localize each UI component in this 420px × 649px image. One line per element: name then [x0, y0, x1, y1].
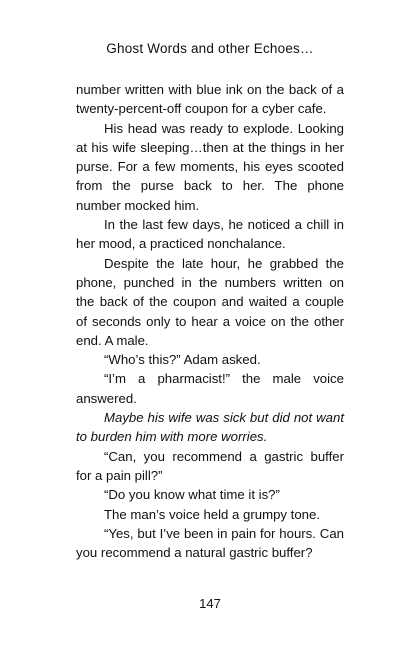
paragraph: In the last few days, he noticed a chill in her mood, a practiced nonchalance. [76, 217, 344, 252]
dialogue-line: “Can, you recommend a gastric buffer for a pain pill?” [76, 448, 344, 483]
dialogue-line: “Yes, but I’ve been in pain for hours. Can you recommend a natural gastric buffer? [76, 525, 344, 561]
page-number: 147 [199, 596, 221, 611]
paragraph: Despite the late hour, he grabbed the phone, punched in the numbers written on the back of the coupon and waited a couple of seconds only to hear a voice on the other end. A male. [76, 255, 344, 348]
dialogue-line: “Who’s this?” Adam asked. [104, 352, 261, 368]
dialogue-line: “Do you know what time it is?” [104, 487, 280, 503]
dialogue-line: “I’m a pharmacist!” the male voice answered. [76, 371, 344, 406]
body-text [76, 80, 344, 562]
paragraph: His head was ready to explode. Looking at his wife sleeping…then at the things in her purse. For a few moments, his eyes scooted from the purse back to her. The phone number mocked him. [76, 120, 344, 213]
paragraph-continuation: number written with blue ink on the back of a twenty-percent-off coupon for a cyber cafe. [76, 82, 344, 117]
paragraph: The man’s voice held a grumpy tone. [104, 506, 321, 522]
inner-thought: Maybe his wife was sick but did not want to burden him with more worries. [76, 410, 344, 445]
running-header: Ghost Words and other Echoes… [106, 41, 314, 56]
